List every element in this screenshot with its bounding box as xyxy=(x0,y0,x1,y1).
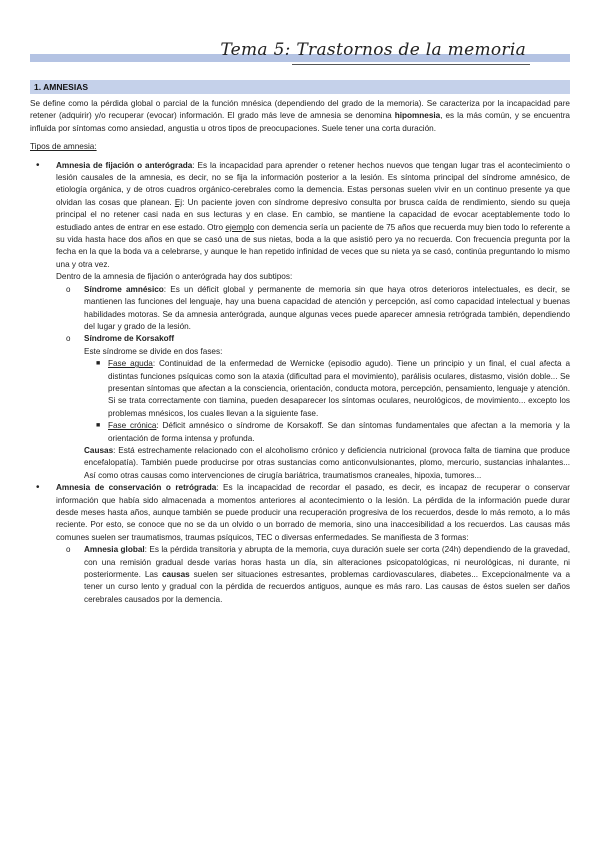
anterograde-subtypes xyxy=(56,284,570,483)
list-item-amnesia-global: o Amnesia global: Es la pérdida transitoria y abrupta de la memoria, cuya duración suele ser corta (24h) dependiendo de la gravedad, con una remisión gradual desde varias horas hasta un día, sin alteraciones psicopatológicas, ni neurológicas, ni durante, ni posteriormente. Las causas suelen ser situaciones estresantes, problemas cardiovasculares, diabetes... Excepcionalmente va a tener un curso lento y gradual con la pérdida de recuerdos antiguos, aunque es más raro. Las causas de éstos suelen ser daños cerebrales causados por la demencia. xyxy=(66,545,570,604)
section-heading: 1. AMNESIAS xyxy=(30,80,570,94)
list-item-korsakoff: o Síndrome de Korsakoff Este síndrome se divide en dos fases: ■ Fase aguda: Continuidad de la enfermedad de Wernicke (episodio agudo). Tiene un principio y un final, el cual afecta a distintas funciones psíquicas como son la ataxia (dificultad para el movimiento), parálisis oculares, distasmo, visión doble... Se presentan síntomas que afectan a la consciencia, orientación, conducta motora, percepción, pensamiento, lenguaje y atención. Si se trata correctamente con tiamina, pueden desaparecer los síntomas oculares, neurológicos, de movimiento... excepto los problemas mnésicos, los cuales llevan a la siguiente fase. ■ Fase crónica: Déficit amnésico o síndrome de Korsakoff. Se dan síntomas fundamentales que afectan a la memoria y la orientación de forma intensa y profunda. Causas: Está estrechamente relacionado con el alcoholismo crónico y deficiencia nutricional (provoca falta de tiamina que produce encefalopatía). También puede producirse por otras sustancias como anticonvulsionantes, plomo, mercurio, sustancias inhalantes... Así como otras causas como intervenciones de cirugía bariátrica, traumatismos craneales, hipoxia, tumores... xyxy=(56,333,570,482)
amnesia-types-list xyxy=(30,160,570,607)
list-item-fase-aguda: ■ Fase aguda: Continuidad de la enfermedad de Wernicke (episodio agudo). Tiene un principio y un final, el cual afecta a distintas funciones psíquicas como son la ataxia (dificultad para el movimiento), parálisis oculares, distasmo, visión doble... Se presentan síntomas que afectan a la consciencia, orientación, conducta motora, percepción, pensamiento, lenguaje y atención. Si se trata correctamente con tiamina, pueden desaparecer los síntomas oculares, neurológicos, de movimiento... excepto los problemas mnésicos, los cuales llevan a la siguiente fase. xyxy=(96,359,570,418)
list-item-retrograde: • Amnesia de conservación o retrógrada: Es la incapacidad de recordar el pasado, es decir, es incapaz de recuperar o conservar información que había sido almacenada a momentos anteriores al acontecimiento o la lesión. La pérdida de la información puede durar desde meses hasta años, aunque también se puede producir una recuperación progresiva de los recuerdos, desde lo más remoto, a lo más reciente. Por esto, se conoce que no se da un olvido o un borrado de memoria, sino una inaccesibilidad a los recuerdos. Las causas más comunes suelen ser traumatismos, traumas psíquicos, TEC o diversas enfermedades. Se manifiesta de 3 formas: o Amnesia global: Es la pérdida transitoria y abrupta de la memoria, cuya duración suele ser corta (24h) dependiendo de la gravedad, con una remisión gradual desde varias horas hasta un día, sin alteraciones psicopatológicas, ni neurológicas, ni durante, ni posteriormente. Las causas suelen ser situaciones estresantes, problemas cardiovasculares, diabetes... Excepcionalmente va a tener un curso lento y gradual con la pérdida de recuerdos antiguos, aunque es más raro. Las causas de éstos suelen ser daños cerebrales causados por la demencia. xyxy=(30,482,570,606)
retrograde-term: Amnesia de conservación o retrógrada xyxy=(56,483,217,493)
circle-bullet-icon: o xyxy=(66,545,71,555)
korsakoff-phases xyxy=(84,358,570,445)
types-heading: Tipos de amnesia: xyxy=(30,142,97,152)
bullet-icon: • xyxy=(36,482,40,494)
hipomnesia-term: hipomnesia xyxy=(394,111,441,121)
square-bullet-icon: ■ xyxy=(96,422,101,430)
title-underline xyxy=(292,64,530,65)
page-title: Tema 5: Trastornos de la memoria xyxy=(220,40,526,60)
title-area xyxy=(0,40,600,68)
subtypes-intro: Dentro de la amnesia de fijación o anterógrada hay dos subtipos: xyxy=(56,272,293,282)
circle-bullet-icon: o xyxy=(66,334,71,344)
list-item-fase-cronica: ■ Fase crónica: Déficit amnésico o síndrome de Korsakoff. Se dan síntomas fundamentales que afectan a la memoria y la orientación de forma intensa y profunda. xyxy=(96,421,570,443)
circle-bullet-icon: o xyxy=(66,284,71,294)
list-item-sindrome-amnesico: o Síndrome amnésico: Es un déficit global y permanente de memoria sin que haya otros deterioros intelectuales, es decir, se mantienen las funciones del lenguaje, hay una buena capacidad de atención y percepción, así como capacidad intelectual y buenas habilidades motoras. Se da amnesia anterógrada, aunque algunas veces puede aparecer amnesia retrógrada también, dependiendo del lugar y grado de la lesión. xyxy=(66,284,570,331)
bullet-icon: • xyxy=(36,159,40,171)
intro-paragraph: Se define como la pérdida global o parcial de la función mnésica (dependiendo del grado de la memoria). Se caracteriza por la incapacidad pare retener (adquirir) y/o recuperar (evocar) información. El grado más leve de amnesia se denomina hipomnesia, es la más común, y se encuentra influida por síntomas como ansiedad, angustia u otros tipos de preocupaciones. Suele tener una corta duración. xyxy=(30,99,570,133)
square-bullet-icon: ■ xyxy=(96,360,101,368)
anterograde-term: Amnesia de fijación o anterógrada xyxy=(56,160,193,170)
retrograde-forms xyxy=(56,544,570,606)
causas-paragraph: Causas: Está estrechamente relacionado con el alcoholismo crónico y deficiencia nutricional (provoca falta de tiamina que produce encefalopatía). También puede producirse por otras sustancias como anticonvulsionantes, plomo, mercurio, sustancias inhalantes... Así como otras causas como intervenciones de cirugía bariátrica, traumatismos craneales, hipoxia, tumores... xyxy=(84,445,570,480)
list-item-anterograde: • Amnesia de fijación o anterógrada: Es la incapacidad para aprender o retener hechos nuevos que tengan lugar tras el acontecimiento o lesión causales de la amnesia, es decir, no se fija la información posterior a la lesión. Es síntoma principal del síndrome amnésico, de etiología orgánica, y de otros cuadros orgánico-cerebrales como la demencia. Estas personas suelen vivir en un continuo presente ya que olvidan las cosas que planean. Ej: Un paciente joven con síndrome depresivo consulta por brusca caída de rendimiento, siendo su queja principal el no retener casi nada en sus lecturas y en clase. En cambio, se mantiene la capacidad de evocar aceptablemente todo lo estudiado antes de entrar en ese estado. Otro ejemplo con demencia sería un paciente de 75 años que recuerda muy bien todo lo referente a su vida hasta hace dos años en que se casó una de sus nietas, boda a la que asistió pero ya no recuerda. Con frecuencia pregunta por la fecha en la que la boda va a celebrarse, y aunque le han repetido infinidad de veces que su nieta ya se casó, continúa preguntando lo mismo una y otra vez. Dentro de la amnesia de fijación o anterógrada hay dos subtipos: o Síndrome amnésico: Es un déficit global y permanente de memoria sin que haya otros deterioros intelectuales, es decir, se mantienen las funciones del lenguaje, hay una buena capacidad de atención y percepción, así como capacidad intelectual y buenas habilidades motoras. Se da amnesia anterógrada, aunque algunas veces puede aparecer amnesia retrógrada también, dependiendo del lugar y grado de la lesión. o Síndrome de Korsakoff Este síndrome se divide en dos fases: ■ Fase aguda: Continuidad de la enfermedad de Wernicke (episodio agudo). Tiene un principio y un final, el cual afecta a distintas funciones psíquicas como son la ataxia (dificultad para el movimiento), parálisis oculares, distasmo, visión doble... Se presentan síntomas que afectan a la consciencia, orientación, conducta motora, percepción, pensamiento, lenguaje y atención. Si se trata correctamente con tiamina, pueden desaparecer los síntomas oculares, neurológicos, de movimiento... excepto los problemas mnésicos, los cuales llevan a la siguiente fase. ■ Fase crónica: Déficit amnésico o síndrome de Korsakoff. Se dan síntomas fundamentales que afectan a la memoria y la orientación de forma intensa y profunda. Causas: Está estrechamente relacionado con el alcoholismo crónico y deficiencia nutricional (provoca falta de tiamina que produce encefalopatía). También puede producirse por otras sustancias como anticonvulsionantes, plomo, mercurio, sustancias inhalantes... Así como otras causas como intervenciones de cirugía bariátrica, traumatismos craneales, hipoxia, tumores... xyxy=(30,160,570,483)
document-body xyxy=(30,98,570,606)
